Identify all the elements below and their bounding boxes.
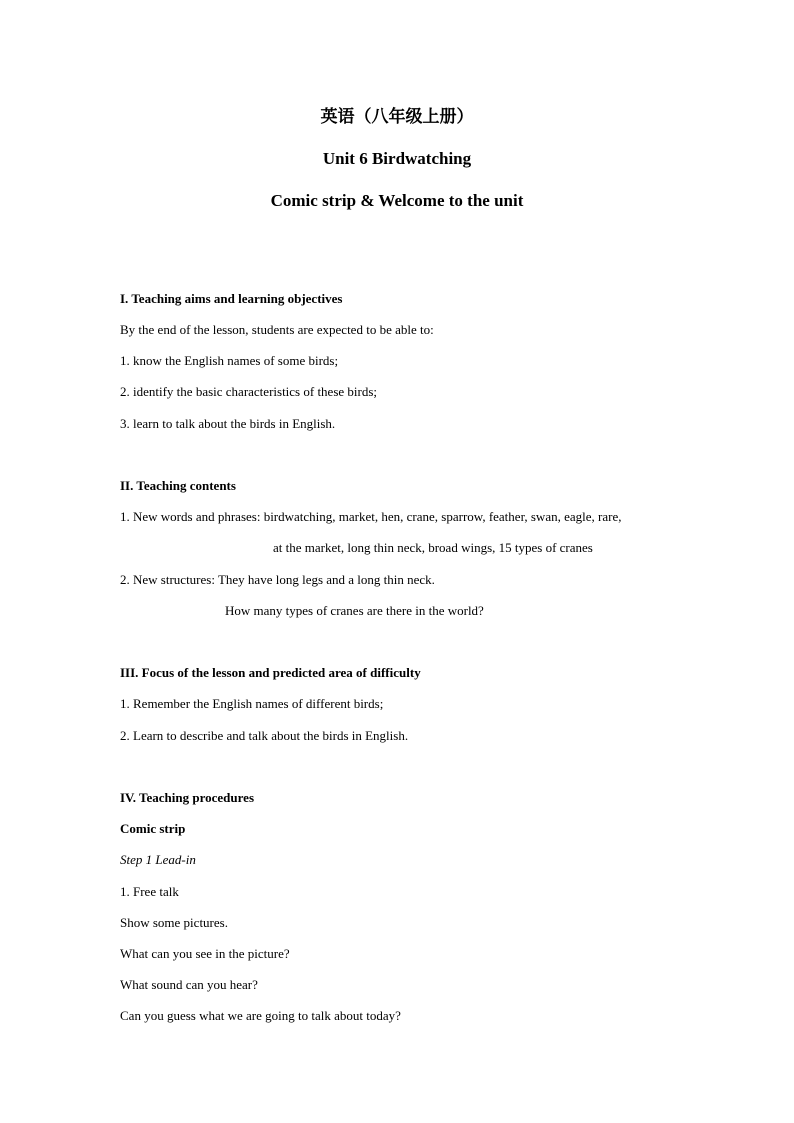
section-2-item-1: 1. New words and phrases: birdwatching, market, hen, crane, sparrow, feather, swan, eagle, rare,: [120, 509, 622, 524]
section-3-item: 2. Learn to describe and talk about the birds in English.: [120, 728, 409, 743]
title-chinese: 英语（八年级上册）: [320, 107, 474, 126]
section-4-line: Show some pictures.: [120, 915, 228, 930]
section-1-heading: I. Teaching aims and learning objectives: [120, 291, 343, 306]
title-unit: Unit 6 Birdwatching: [322, 149, 472, 168]
section-2-item-2-continued: How many types of cranes are there in the world?: [225, 603, 484, 618]
section-2-item-1-continued: at the market, long thin neck, broad wings, 15 types of cranes: [273, 540, 593, 555]
section-4-step: Step 1 Lead-in: [120, 852, 196, 867]
section-4-line: What can you see in the picture?: [120, 946, 290, 961]
section-4-line: Can you guess what we are going to talk about today?: [120, 1008, 401, 1023]
section-2-item-2: 2. New structures: They have long legs and a long thin neck.: [120, 572, 435, 587]
section-1-item: 3. learn to talk about the birds in English.: [120, 416, 336, 431]
section-4-heading: IV. Teaching procedures: [120, 790, 255, 805]
section-2-heading: II. Teaching contents: [120, 478, 236, 493]
section-4-line: What sound can you hear?: [120, 977, 258, 992]
section-1-item: 1. know the English names of some birds;: [120, 353, 339, 368]
section-1-intro: By the end of the lesson, students are expected to be able to:: [120, 322, 434, 337]
section-3-item: 1. Remember the English names of different birds;: [120, 696, 384, 711]
section-4-line: 1. Free talk: [120, 884, 179, 899]
section-1-item: 2. identify the basic characteristics of these birds;: [120, 384, 378, 399]
section-3-heading: III. Focus of the lesson and predicted area of difficulty: [120, 665, 421, 680]
section-4-subheading: Comic strip: [120, 821, 186, 836]
title-lesson: Comic strip & Welcome to the unit: [270, 191, 524, 210]
